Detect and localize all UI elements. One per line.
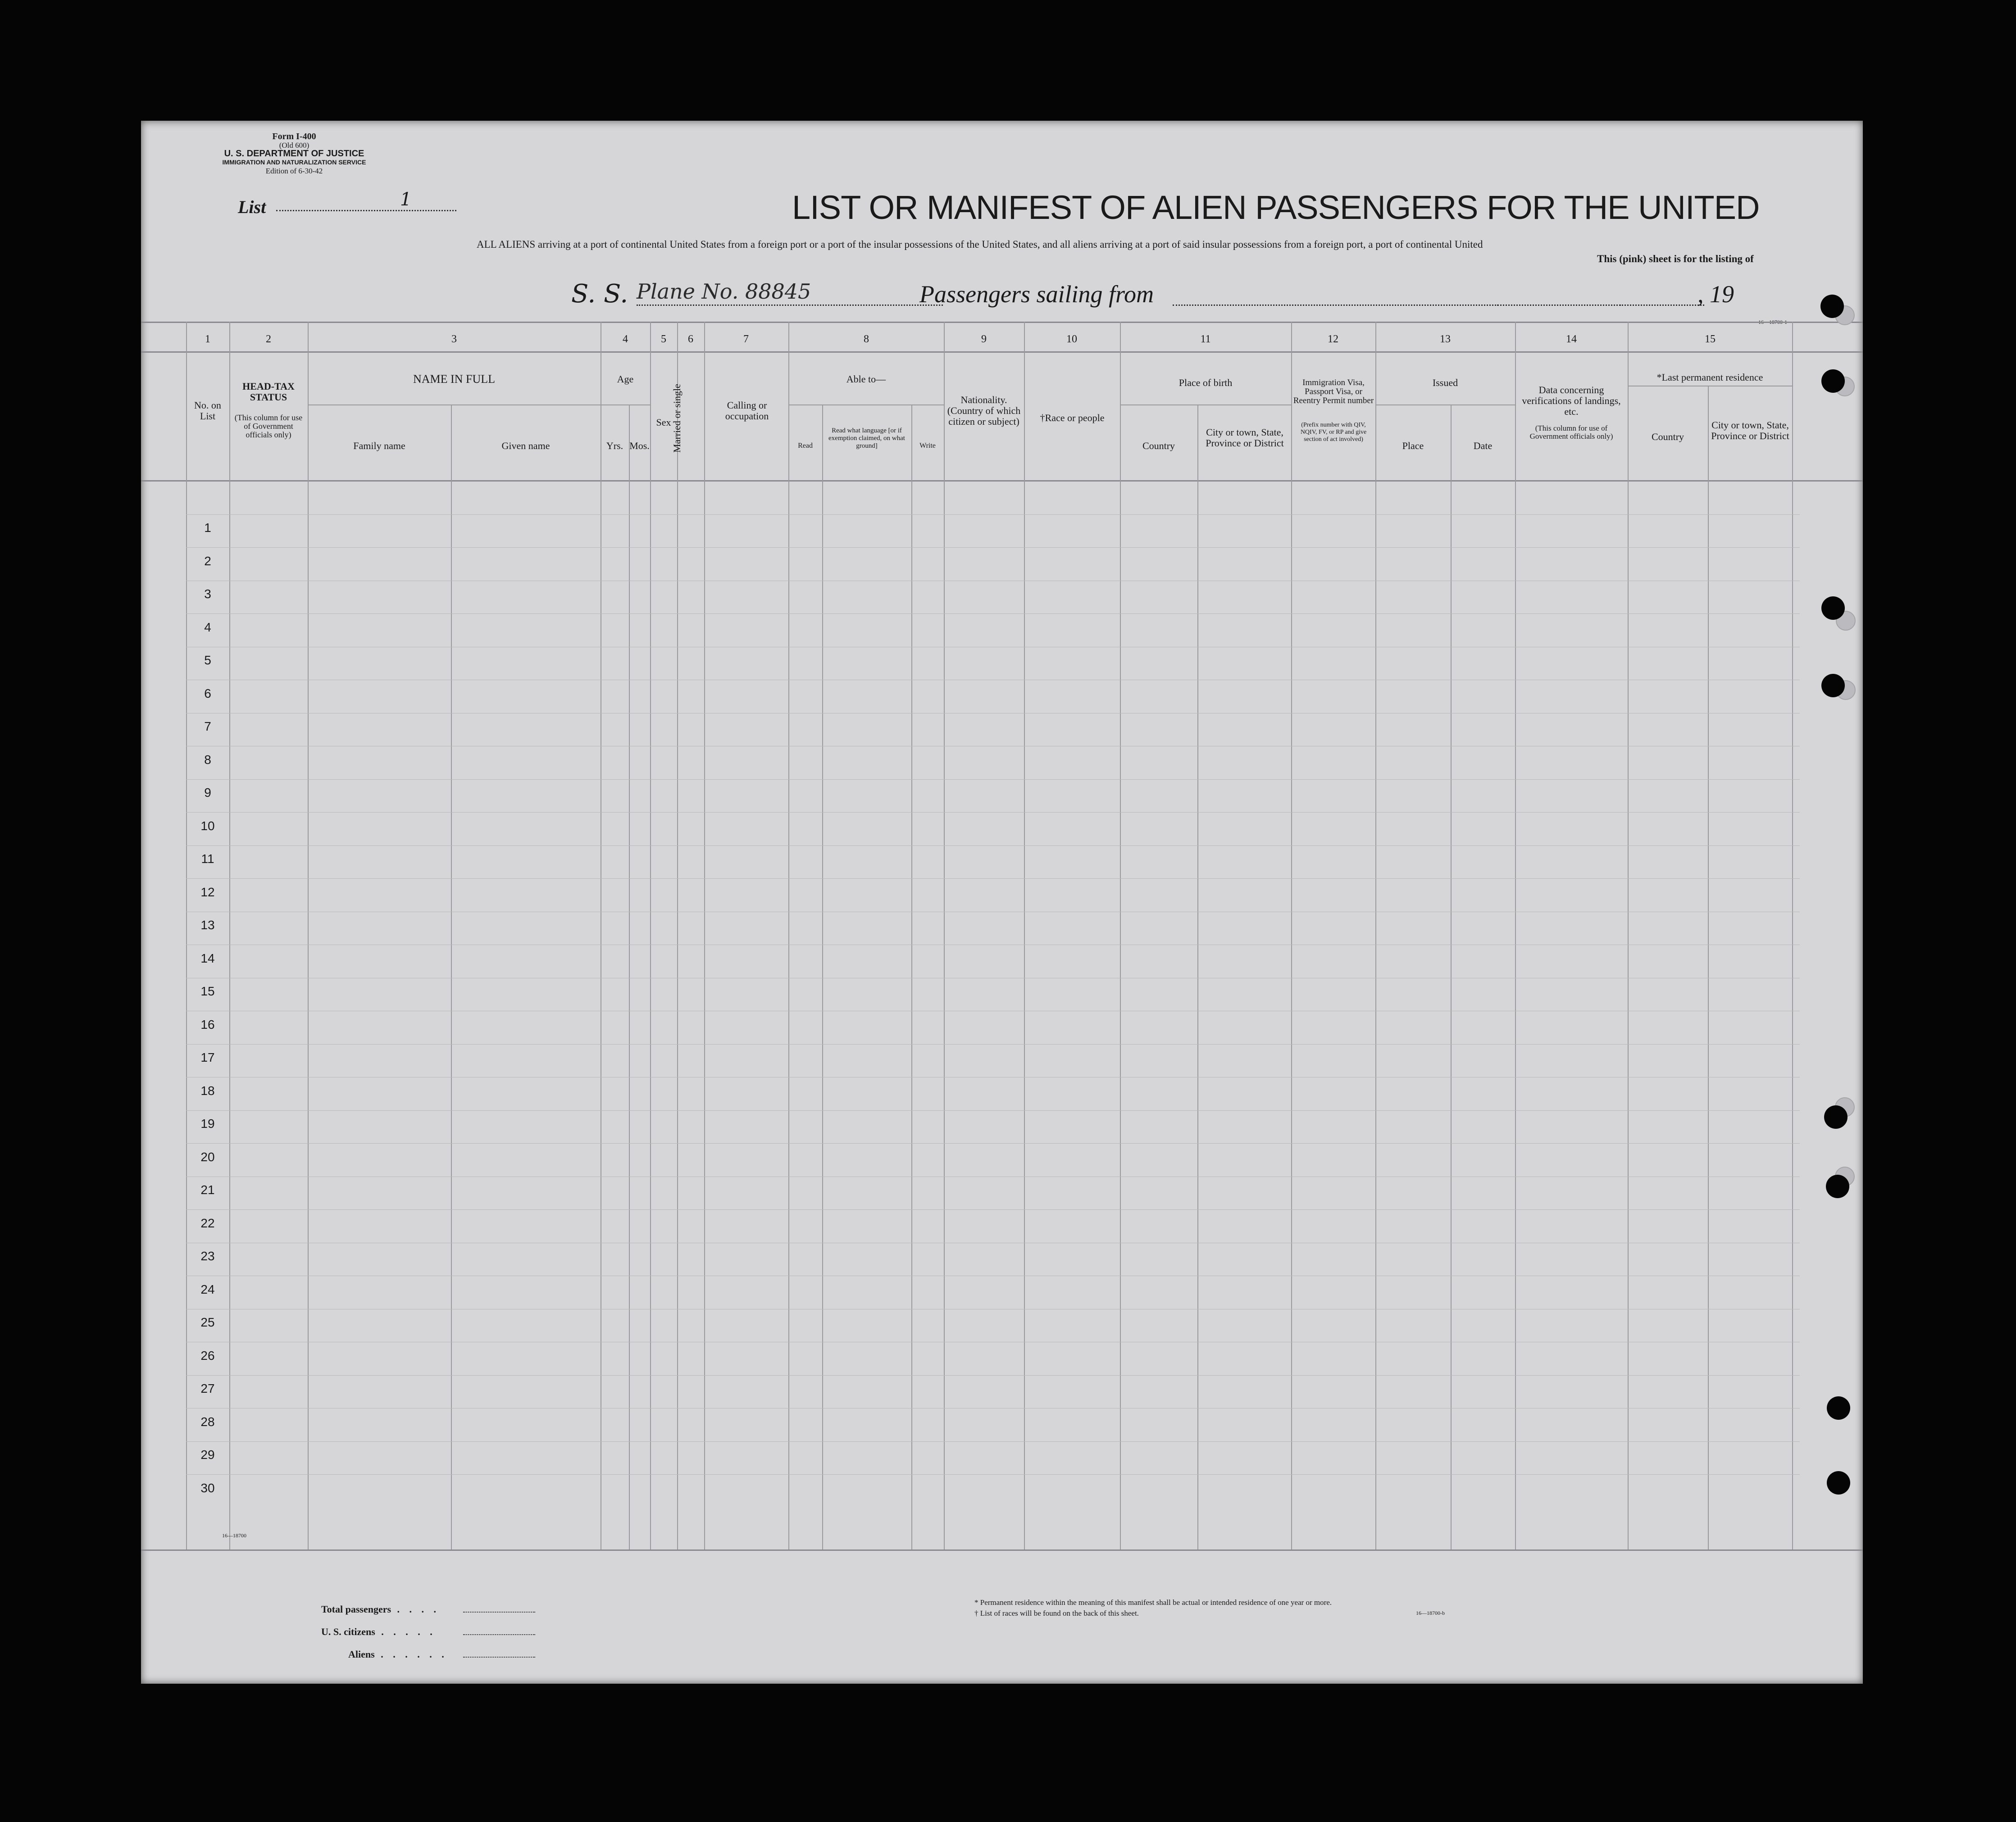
header-birth-country: Country bbox=[1142, 440, 1175, 451]
ship-field-line bbox=[637, 304, 943, 306]
col-border-p bbox=[1197, 404, 1198, 1549]
table-row-rule bbox=[186, 1474, 1800, 1475]
row-number: 26 bbox=[200, 1348, 215, 1363]
table-row-rule bbox=[186, 514, 1800, 515]
row-number: 1 bbox=[204, 521, 211, 535]
header-place-of-birth: Place of birth bbox=[1179, 377, 1233, 388]
punch-hole bbox=[1821, 674, 1845, 697]
header-residence-city: City or town, State, Province or District bbox=[1711, 419, 1789, 441]
table-row-rule bbox=[186, 779, 1800, 780]
punch-hole bbox=[1820, 295, 1844, 318]
row-number: 15 bbox=[200, 984, 215, 998]
row-number: 11 bbox=[201, 852, 214, 866]
table-row-rule bbox=[186, 1143, 1800, 1144]
header-issued: Issued bbox=[1432, 377, 1458, 388]
header-family-name: Family name bbox=[353, 440, 405, 451]
col-border-c bbox=[308, 322, 309, 1549]
list-field-line bbox=[276, 210, 456, 211]
colnum-14: 14 bbox=[1566, 333, 1577, 345]
header-able-to: Able to— bbox=[846, 373, 886, 385]
colnum-rule bbox=[141, 351, 1863, 353]
header-data-concerning: Data concerning verifications of landings, etc. bbox=[1522, 384, 1621, 417]
page-title: LIST OR MANIFEST OF ALIEN PASSENGERS FOR THE UNITED bbox=[792, 189, 1760, 226]
department-name: U. S. DEPARTMENT OF JUSTICE bbox=[224, 149, 364, 159]
col-border-b bbox=[229, 322, 230, 1549]
form-identifier-block bbox=[209, 132, 380, 175]
col-border-f bbox=[629, 404, 630, 1549]
col-border-a bbox=[186, 322, 187, 1549]
table-row-rule bbox=[186, 1209, 1800, 1210]
sailing-date-field[interactable] bbox=[1497, 304, 1704, 306]
colnum-6: 6 bbox=[688, 333, 693, 345]
aliens-label: Aliens bbox=[348, 1649, 375, 1660]
header-nationality: Nationality. (Country of which citizen or subject) bbox=[947, 394, 1021, 427]
colnum-10: 10 bbox=[1066, 333, 1077, 345]
col-border-j bbox=[788, 322, 789, 1549]
row-number: 6 bbox=[204, 686, 211, 700]
colnum-3: 3 bbox=[451, 333, 457, 345]
colnum-5: 5 bbox=[661, 333, 666, 345]
row-number: 16 bbox=[200, 1017, 215, 1031]
aliens-field[interactable] bbox=[463, 1657, 535, 1658]
row-number: 7 bbox=[204, 719, 211, 733]
table-row-rule bbox=[186, 1044, 1800, 1045]
punch-hole bbox=[1821, 596, 1845, 620]
colnum-11: 11 bbox=[1200, 333, 1211, 345]
header-sex: Sex bbox=[656, 417, 671, 428]
punch-hole bbox=[1824, 1105, 1848, 1129]
table-row-rule bbox=[186, 613, 1800, 614]
header-visa: Immigration Visa, Passport Visa, or Reentry Permit number bbox=[1293, 378, 1374, 405]
edition-date: Edition of 6-30-42 bbox=[265, 167, 323, 175]
col-border-k bbox=[822, 404, 823, 1549]
col-border-t bbox=[1515, 322, 1516, 1549]
header-married-single: Married or single bbox=[671, 384, 683, 453]
header-read: Read bbox=[798, 442, 813, 450]
row-number: 5 bbox=[204, 653, 211, 667]
table-row-rule bbox=[186, 1408, 1800, 1409]
header-read-language: Read what language [or if exemption claimed, on what ground] bbox=[828, 427, 905, 450]
ship-prefix: S. S. bbox=[571, 279, 628, 309]
ship-name-value[interactable]: Plane No. 88845 bbox=[637, 279, 811, 304]
row-number: 19 bbox=[200, 1117, 215, 1131]
table-row-rule bbox=[186, 547, 1800, 548]
col-border-s bbox=[1451, 404, 1452, 1549]
subtitle-instructions: ALL ALIENS arriving at a port of continental United States from a foreign port or a port of the insular possessions of the United States, and all aliens arriving at a port of said insular possessions from a foreign port, a port of continental United bbox=[477, 239, 1483, 250]
table-row-rule bbox=[186, 1375, 1800, 1376]
row-number: 14 bbox=[200, 951, 215, 965]
row-number: 10 bbox=[200, 818, 215, 833]
colnum-1: 1 bbox=[205, 333, 210, 345]
total-passengers-row: Total passengers . . . . bbox=[321, 1598, 448, 1621]
table-row-rule bbox=[186, 878, 1800, 879]
colnum-8: 8 bbox=[864, 333, 869, 345]
row-number: 3 bbox=[204, 587, 211, 601]
table-row-rule bbox=[186, 1441, 1800, 1442]
row-number: 8 bbox=[204, 752, 211, 767]
list-label: List bbox=[238, 197, 266, 217]
year-label: , 19 bbox=[1697, 281, 1734, 308]
punch-hole bbox=[1826, 1175, 1849, 1198]
table-row-rule bbox=[186, 1110, 1800, 1111]
manifest-sheet bbox=[141, 121, 1863, 1684]
colnum-4: 4 bbox=[623, 333, 628, 345]
colnum-7: 7 bbox=[743, 333, 749, 345]
col-border-u bbox=[1628, 322, 1629, 1549]
issued-subrule bbox=[1375, 404, 1515, 405]
col-border-r bbox=[1375, 322, 1376, 1549]
footnote-code: 16—18700-b bbox=[1416, 1610, 1445, 1616]
header-bottom-rule bbox=[141, 480, 1863, 482]
row-number: 30 bbox=[200, 1481, 215, 1495]
header-yrs: Yrs. bbox=[606, 440, 623, 451]
punch-hole bbox=[1821, 369, 1845, 393]
row-number: 9 bbox=[204, 786, 211, 800]
subtitle-sheet-note: This (pink) sheet is for the listing of bbox=[1597, 253, 1754, 264]
row-number: 2 bbox=[204, 554, 211, 568]
us-citizens-row: U. S. citizens . . . . . bbox=[321, 1621, 448, 1643]
header-name-in-full: NAME IN FULL bbox=[413, 373, 495, 386]
header-visa-note: (Prefix number with QIV, NQIV, FV, or RP and give section of act involved) bbox=[1300, 422, 1367, 443]
form-number: Form I-400 bbox=[272, 132, 316, 141]
birth-subrule bbox=[1120, 404, 1291, 405]
us-citizens-field[interactable] bbox=[463, 1634, 535, 1635]
total-passengers-field[interactable] bbox=[463, 1612, 535, 1613]
header-given-name: Given name bbox=[501, 440, 550, 451]
name-subrule bbox=[308, 404, 601, 405]
punch-hole bbox=[1827, 1471, 1850, 1495]
col-border-i bbox=[704, 322, 705, 1549]
header-race: †Race or people bbox=[1040, 412, 1105, 423]
row-number: 21 bbox=[200, 1183, 215, 1197]
us-citizens-label: U. S. citizens bbox=[321, 1626, 375, 1637]
row-number: 27 bbox=[200, 1381, 215, 1395]
header-data-note: (This column for use of Government officials only) bbox=[1529, 424, 1613, 441]
table-row-rule bbox=[186, 812, 1800, 813]
header-head-tax: HEAD-TAX STATUS bbox=[242, 381, 295, 403]
col-border-w bbox=[1792, 322, 1793, 1549]
age-subrule bbox=[601, 404, 650, 405]
colnum-9: 9 bbox=[981, 333, 987, 345]
header-issued-date: Date bbox=[1473, 440, 1493, 451]
header-last-residence: *Last permanent residence bbox=[1656, 372, 1763, 383]
colnum-13: 13 bbox=[1440, 333, 1451, 345]
row-number: 23 bbox=[200, 1249, 215, 1263]
col-border-m bbox=[944, 322, 945, 1549]
form-code-bottom: 16—18700 bbox=[222, 1532, 246, 1539]
header-residence-country: Country bbox=[1651, 431, 1684, 442]
header-issued-place: Place bbox=[1402, 440, 1424, 451]
col-border-q bbox=[1291, 322, 1292, 1549]
col-border-o bbox=[1120, 322, 1121, 1549]
row-number: 17 bbox=[200, 1050, 215, 1064]
row-number: 22 bbox=[200, 1216, 215, 1230]
row-number: 28 bbox=[200, 1414, 215, 1429]
footnote-races: † List of races will be found on the back of this sheet. bbox=[974, 1609, 1139, 1618]
header-age: Age bbox=[617, 373, 634, 385]
colnum-12: 12 bbox=[1328, 333, 1338, 345]
total-passengers-label: Total passengers bbox=[321, 1604, 391, 1615]
row-number: 20 bbox=[200, 1150, 215, 1164]
header-no-on-list: No. on List bbox=[194, 400, 221, 422]
colnum-15: 15 bbox=[1705, 333, 1716, 345]
row-number: 13 bbox=[200, 918, 215, 932]
footnotes bbox=[974, 1597, 1332, 1619]
colnum-2: 2 bbox=[266, 333, 271, 345]
table-bottom-rule bbox=[141, 1549, 1863, 1551]
footnote-permanent-residence: * Permanent residence within the meaning of this manifest shall be actual or intended residence of one year or more. bbox=[974, 1598, 1332, 1607]
service-name: IMMIGRATION AND NATURALIZATION SERVICE bbox=[222, 159, 366, 166]
col-border-h bbox=[677, 322, 678, 1549]
header-mos: Mos. bbox=[629, 440, 650, 451]
row-number: 18 bbox=[200, 1083, 215, 1098]
totals-block bbox=[321, 1598, 448, 1666]
col-border-d bbox=[451, 404, 452, 1549]
col-border-n bbox=[1024, 322, 1025, 1549]
row-number: 4 bbox=[204, 620, 211, 634]
form-old-number: (Old 600) bbox=[279, 141, 309, 150]
aliens-row: Aliens . . . . . . bbox=[321, 1643, 448, 1666]
row-number: 25 bbox=[200, 1315, 215, 1329]
punch-hole bbox=[1827, 1396, 1850, 1420]
sailing-from-label: Passengers sailing from bbox=[919, 281, 1154, 308]
able-subrule bbox=[788, 404, 944, 405]
header-top-rule bbox=[141, 322, 1863, 323]
col-border-g bbox=[650, 322, 651, 1549]
header-write: Write bbox=[919, 442, 936, 450]
row-number: 29 bbox=[200, 1448, 215, 1462]
row-number: 24 bbox=[200, 1282, 215, 1296]
table-row-rule bbox=[186, 845, 1800, 846]
list-number-value[interactable]: 1 bbox=[400, 189, 412, 210]
header-calling: Calling or occupation bbox=[725, 400, 769, 422]
col-border-l bbox=[911, 404, 912, 1549]
header-head-tax-note: (This column for use of Government officials only) bbox=[234, 413, 303, 439]
header-birth-city: City or town, State, Province or District bbox=[1206, 427, 1284, 449]
row-number: 12 bbox=[200, 885, 215, 899]
